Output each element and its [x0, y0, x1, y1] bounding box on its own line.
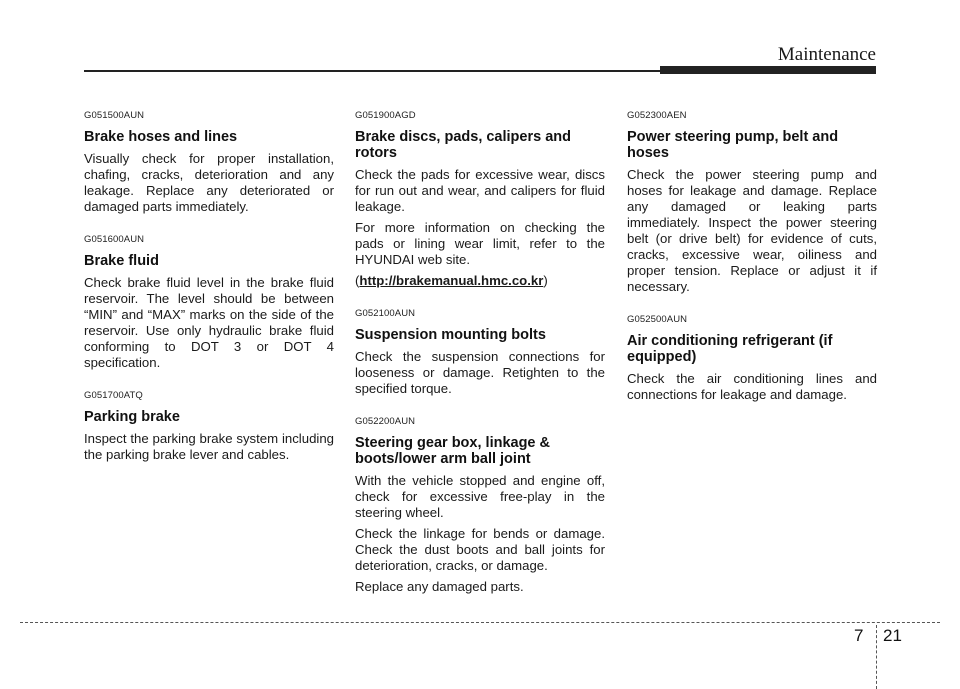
- section-brake-discs: [355, 110, 605, 289]
- section-text: Check brake fluid level in the brake fluid reservoir. The level should be between “MIN” and “MAX” marks on the side of the reservoir. Use only hydraulic brake fluid conforming to DOT 3 or DOT 4 specification.: [84, 275, 334, 370]
- section-text: Replace any damaged parts.: [355, 579, 524, 594]
- section-text: Inspect the parking brake system including the parking brake lever and cables.: [84, 431, 334, 462]
- section-code: G052300AEN: [627, 110, 687, 121]
- section-suspension-bolts: [355, 308, 605, 397]
- section-text: Check the air conditioning lines and connections for leakage and damage.: [627, 371, 877, 402]
- section-title: Brake hoses and lines: [84, 129, 238, 145]
- section-title: Air conditioning refrigerant (if equipped): [627, 333, 833, 365]
- link-line: (http://brakemanual.hmc.co.kr): [355, 273, 548, 288]
- chapter-number: 7: [854, 626, 864, 645]
- footer-divider: [876, 625, 877, 689]
- section-power-steering: [627, 110, 877, 295]
- section-title: Brake fluid: [84, 253, 159, 269]
- section-code: G052200AUN: [355, 416, 416, 427]
- section-text: Check the pads for excessive wear, discs for run out and wear, and calipers for fluid leakage.: [355, 167, 605, 214]
- footer-rule: [20, 622, 940, 623]
- section-parking-brake: [84, 390, 334, 463]
- header-bar: [660, 66, 876, 74]
- section-text: Check the linkage for bends or damage. Check the dust boots and ball joints for deterioration, cracks, or damage.: [355, 526, 605, 573]
- section-steering-gear: [355, 416, 605, 595]
- section-code: G051600AUN: [84, 234, 145, 245]
- section-title: Brake discs, pads, calipers and rotors: [355, 129, 571, 161]
- section-text: For more information on checking the pads or lining wear limit, refer to the HYUNDAI web site.: [355, 220, 605, 267]
- section-title: Parking brake: [84, 409, 180, 425]
- column-left: [84, 110, 334, 482]
- section-air-conditioning: [627, 314, 877, 403]
- header-rule: [84, 70, 660, 72]
- column-middle: [355, 110, 605, 614]
- section-code: G051700ATQ: [84, 390, 143, 401]
- section-code: G052100AUN: [355, 308, 416, 319]
- section-title: Power steering pump, belt and hoses: [627, 129, 839, 161]
- brake-manual-link[interactable]: http://brakemanual.hmc.co.kr: [359, 273, 544, 288]
- section-code: G051900AGD: [355, 110, 416, 121]
- page-number: 21: [883, 626, 902, 645]
- section-brake-hoses: [84, 110, 334, 215]
- column-right: [627, 110, 877, 422]
- section-code: G051500AUN: [84, 110, 145, 121]
- section-text: Check the power steering pump and hoses for leakage and damage. Replace any damaged or leaking parts immediately. Inspect the power steering belt (or drive belt) for evidence of cuts, cracks, excessive wear, oiliness and proper tension. Replace or adjust it if necessary.: [627, 167, 877, 294]
- section-brake-fluid: [84, 234, 334, 371]
- section-text: Check the suspension connections for looseness or damage. Retighten to the specified torque.: [355, 349, 605, 396]
- section-code: G052500AUN: [627, 314, 688, 325]
- section-text: With the vehicle stopped and engine off, check for excessive free-play in the steering wheel.: [355, 473, 605, 520]
- header-title: Maintenance: [777, 44, 876, 65]
- section-title: Steering gear box, linkage & boots/lower arm ball joint: [355, 435, 550, 467]
- section-text: Visually check for proper installation, chafing, cracks, deterioration and any leakage. Replace any deteriorated or damaged parts immediately.: [84, 151, 334, 214]
- section-title: Suspension mounting bolts: [355, 327, 546, 343]
